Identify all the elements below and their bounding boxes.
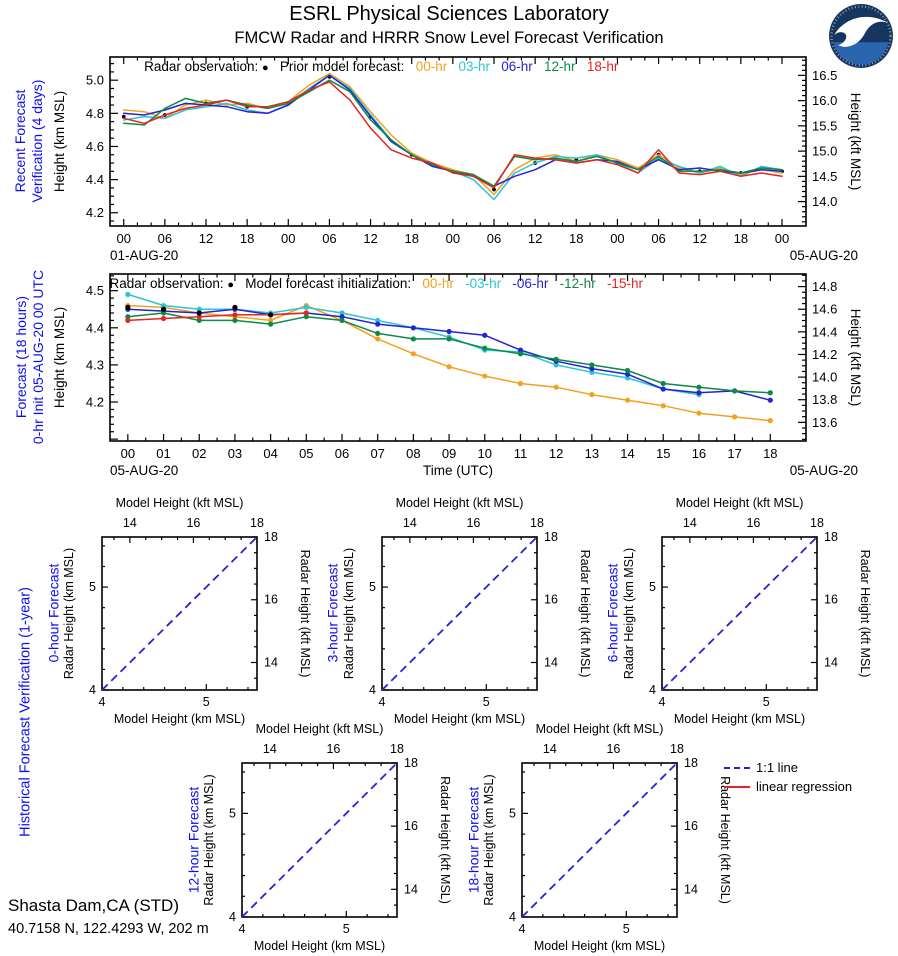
line — [102, 537, 257, 690]
scatter-legend — [724, 760, 852, 794]
kft-tick-label: 14 — [402, 516, 417, 530]
y-tick-label: 4.2 — [85, 394, 104, 410]
scatter-12hr-label: 12-hour Forecast — [185, 786, 202, 894]
kft-tick-label: 14 — [122, 516, 137, 530]
right-axis-title: Radar Height (kft MSL) — [438, 776, 452, 904]
km-tick-label: 4 — [89, 683, 96, 697]
data-point — [232, 312, 237, 317]
x-tick-label: 12 — [527, 231, 543, 246]
x-tick-label: 18 — [733, 231, 749, 246]
left-axis-title: Height (km MSL) — [52, 90, 67, 193]
series-line — [128, 306, 771, 421]
data-point — [304, 310, 309, 315]
bottom-axis-title: Model Height (km MSL) — [393, 712, 526, 726]
page-subtitle: FMCW Radar and HRRR Snow Level Forecast Verification — [234, 29, 664, 47]
km-tick-label: 4 — [98, 695, 106, 709]
scatter-18hr-label: 18-hour Forecast — [465, 786, 482, 894]
data-point — [446, 329, 451, 334]
data-point — [411, 336, 416, 341]
panel1-side-label-line2: Verification (4 days) — [29, 79, 45, 203]
data-point — [768, 390, 773, 395]
data-point — [661, 403, 666, 408]
data-point — [161, 316, 166, 321]
kft-tick-label: 16 — [746, 516, 761, 530]
y-tick-label-right: 15.0 — [812, 143, 838, 159]
data-point — [375, 331, 380, 336]
kft-tick-label: 16 — [606, 742, 621, 756]
km-tick-label: 4 — [509, 910, 516, 924]
y-tick-label-right: 14.5 — [812, 168, 838, 184]
kft-tick-label: 18 — [530, 516, 544, 530]
data-point — [732, 388, 737, 393]
legend-item: 00-hr — [418, 276, 462, 291]
y-tick-label: 5.0 — [85, 72, 104, 88]
panel2-side-label — [13, 270, 47, 444]
series-line — [124, 75, 782, 199]
kft-tick-label: 14 — [824, 655, 838, 670]
bottom-axis-title: Model Height (km MSL) — [253, 939, 386, 953]
km-tick-label: 4 — [229, 910, 236, 924]
kft-tick-label: 18 — [670, 742, 684, 756]
legend-item: 00-hr — [411, 59, 455, 74]
radar-observation-point — [125, 305, 130, 310]
data-point — [768, 398, 773, 403]
legend-item: 12-hr — [540, 59, 584, 74]
data-point — [661, 381, 666, 386]
right-axis-title: Height (kft MSL) — [848, 92, 863, 191]
data-point — [375, 336, 380, 341]
data-point — [411, 325, 416, 330]
x-tick-label: 00 — [120, 446, 136, 461]
right-axis-title: Radar Height (kft MSL) — [718, 776, 732, 904]
data-point — [768, 418, 773, 423]
data-point — [589, 392, 594, 397]
y-tick-label-right: 14.4 — [812, 324, 838, 340]
kft-tick-label: 14 — [542, 742, 557, 756]
date-left: 05-AUG-20 — [110, 463, 179, 478]
legend-item: ● — [261, 62, 269, 74]
x-tick-label: 10 — [477, 446, 493, 461]
top-axis-title: Model Height (kft MSL) — [675, 496, 804, 510]
km-tick-label: 5 — [342, 922, 350, 936]
data-point — [268, 322, 273, 327]
x-tick-label: 06 — [486, 231, 502, 246]
legend-item: 18-hr — [583, 59, 626, 74]
x-tick-label: 04 — [263, 446, 278, 461]
panel-legend — [110, 276, 651, 291]
page-title: ESRL Physical Sciences Laboratory — [289, 3, 609, 25]
x-tick-label: 11 — [513, 446, 528, 461]
km-tick-label: 5 — [482, 695, 490, 709]
scatter-6hr-label: 6-hour Forecast — [604, 563, 621, 663]
km-tick-label: 5 — [369, 580, 376, 595]
data-point — [125, 292, 130, 297]
data-point — [339, 318, 344, 323]
data-point — [732, 414, 737, 419]
line — [522, 763, 677, 917]
radar-observation-point — [232, 305, 237, 310]
left-axis-title: Radar Height (km MSL) — [622, 547, 636, 680]
x-tick-label: 15 — [655, 446, 671, 461]
scatter-12-hour-forecast — [202, 722, 452, 953]
kft-tick-label: 16 — [404, 819, 418, 834]
top-axis-title: Model Height (kft MSL) — [535, 722, 664, 736]
date-left: 01-AUG-20 — [110, 248, 179, 263]
right-axis-title: Radar Height (kft MSL) — [578, 549, 592, 678]
y-tick-label: 4.4 — [85, 320, 104, 336]
x-tick-label: 00 — [281, 231, 296, 246]
x-tick-label: 18 — [404, 231, 419, 246]
panel-recent-verification — [52, 57, 863, 263]
x-tick-label: 01 — [156, 446, 171, 461]
kft-tick-label: 14 — [264, 655, 278, 670]
date-right: 05-AUG-20 — [789, 248, 858, 263]
series-line — [124, 74, 782, 195]
km-tick-label: 4 — [658, 695, 666, 709]
data-point — [482, 346, 487, 351]
left-axis-title: Radar Height (km MSL) — [202, 774, 216, 906]
legend-item: -06-hr — [508, 276, 556, 291]
data-point — [518, 351, 523, 356]
x-tick-label: 07 — [370, 446, 385, 461]
legend-1to1-label: 1:1 line — [756, 760, 798, 775]
x-tick-label: 06 — [322, 231, 337, 246]
data-point — [482, 373, 487, 378]
x-tick-label: 14 — [620, 446, 635, 461]
data-point — [625, 368, 630, 373]
x-tick-label: 00 — [774, 231, 790, 246]
scatter-3-hour-forecast — [342, 496, 592, 726]
scatter-6-hour-forecast — [622, 496, 872, 726]
data-point — [696, 385, 701, 390]
scatter-18-hour-forecast — [482, 722, 732, 953]
kft-tick-label: 16 — [326, 742, 341, 756]
km-tick-label: 5 — [89, 580, 96, 595]
kft-tick-label: 16 — [186, 516, 201, 530]
data-point — [446, 364, 451, 369]
data-point — [482, 333, 487, 338]
series-line — [128, 313, 771, 393]
kft-tick-label: 16 — [544, 592, 558, 607]
panel1-side-label-line1: Recent Forecast — [12, 89, 28, 193]
data-point — [375, 322, 380, 327]
kft-tick-label: 16 — [264, 592, 278, 607]
y-tick-label-right: 13.8 — [812, 392, 838, 408]
radar-observation-point — [268, 312, 273, 317]
km-tick-label: 4 — [649, 683, 656, 697]
x-tick-label: 18 — [763, 446, 778, 461]
bottom-axis-title: Model Height (km MSL) — [113, 712, 246, 726]
data-point — [446, 336, 451, 341]
left-axis-title: Radar Height (km MSL) — [342, 547, 356, 680]
km-tick-label: 5 — [649, 580, 656, 595]
x-tick-label: 00 — [610, 231, 625, 246]
x-tick-label: 16 — [691, 446, 707, 461]
kft-tick-label: 18 — [810, 516, 824, 530]
scatter-0-hour-forecast — [62, 496, 312, 726]
x-tick-label: 18 — [569, 231, 584, 246]
data-point — [696, 411, 701, 416]
left-axis-title: Radar Height (km MSL) — [482, 774, 496, 906]
x-tick-label: 13 — [584, 446, 600, 461]
right-axis-title: Radar Height (kft MSL) — [298, 549, 312, 678]
kft-tick-label: 18 — [404, 756, 418, 770]
y-tick-label: 4.5 — [85, 283, 104, 299]
y-tick-label-right: 15.5 — [812, 118, 838, 134]
station-location: 40.7158 N, 122.4293 W, 202 m — [8, 921, 209, 937]
x-tick-label: 12 — [363, 231, 378, 246]
km-tick-label: 4 — [369, 683, 376, 697]
line — [242, 763, 397, 917]
x-tick-label: 06 — [651, 231, 666, 246]
x-tick-label: 09 — [441, 446, 457, 461]
y-tick-label-right: 14.0 — [812, 369, 838, 385]
kft-tick-label: 16 — [684, 819, 698, 834]
legend-item: -03-hr — [461, 276, 509, 291]
kft-tick-label: 18 — [544, 530, 558, 544]
x-tick-label: 00 — [445, 231, 461, 246]
x-tick-label: 05 — [299, 446, 314, 461]
y-tick-label: 4.8 — [85, 105, 104, 121]
x-axis-title: Time (UTC) — [423, 463, 493, 478]
panel2-side-label-line1: Forecast (18 hours) — [13, 295, 29, 419]
panel2-side-label-line2: 0-hr Init 05-AUG-20 00 UTC — [30, 269, 46, 445]
y-tick-label-right: 16.0 — [812, 93, 838, 109]
kft-tick-label: 14 — [684, 882, 698, 897]
y-tick-label: 4.4 — [85, 172, 104, 188]
x-tick-label: 12 — [548, 446, 564, 461]
line — [382, 537, 537, 690]
panel1-side-label — [12, 80, 46, 203]
kft-tick-label: 14 — [404, 882, 418, 897]
x-tick-label: 02 — [191, 446, 207, 461]
kft-tick-label: 18 — [824, 530, 838, 544]
y-tick-label-right: 14.6 — [812, 301, 838, 317]
kft-tick-label: 16 — [466, 516, 481, 530]
x-tick-label: 12 — [692, 231, 707, 246]
date-right: 05-AUG-20 — [789, 463, 858, 478]
km-tick-label: 4 — [238, 922, 246, 936]
data-point — [554, 357, 559, 362]
km-tick-label: 4 — [518, 922, 526, 936]
top-axis-title: Model Height (kft MSL) — [395, 496, 524, 510]
legend-item: -15-hr — [603, 276, 651, 291]
x-tick-label: 18 — [239, 231, 255, 246]
x-tick-label: 00 — [116, 231, 131, 246]
series-line — [128, 309, 771, 400]
bottom-axis-title: Model Height (km MSL) — [673, 712, 806, 726]
data-point — [232, 318, 237, 323]
radar-observation-point — [197, 310, 202, 315]
plot-frame — [110, 57, 806, 226]
radar-observation-point — [161, 307, 166, 312]
legend-item: Radar observation: — [144, 59, 262, 74]
y-tick-label: 4.3 — [85, 357, 104, 373]
historical-section-label: Historical Forecast Verification (1-year) — [17, 587, 34, 837]
legend-item: Model forecast initialization: — [234, 276, 419, 291]
data-point — [125, 318, 130, 323]
bottom-axis-title: Model Height (km MSL) — [533, 939, 666, 953]
km-tick-label: 5 — [622, 922, 630, 936]
top-axis-title: Model Height (kft MSL) — [115, 496, 244, 510]
series-line — [128, 294, 699, 394]
kft-tick-label: 18 — [684, 756, 698, 770]
scatter-3hr-label: 3-hour Forecast — [324, 563, 341, 663]
kft-tick-label: 18 — [250, 516, 264, 530]
plot-frame — [110, 274, 806, 441]
left-axis-title: Height (km MSL) — [52, 306, 67, 409]
km-tick-label: 5 — [229, 806, 236, 821]
data-point — [518, 381, 523, 386]
km-tick-label: 5 — [202, 695, 210, 709]
km-tick-label: 5 — [762, 695, 770, 709]
x-tick-label: 06 — [157, 231, 173, 246]
data-point — [625, 398, 630, 403]
right-axis-title: Radar Height (kft MSL) — [858, 549, 872, 678]
station-name: Shasta Dam,CA (STD) — [8, 896, 179, 915]
data-point — [411, 351, 416, 356]
data-point — [589, 362, 594, 367]
km-tick-label: 5 — [509, 806, 516, 821]
scatter-0hr-label: 0-hour Forecast — [45, 563, 62, 663]
legend-item: 03-hr — [454, 59, 498, 74]
km-tick-label: 4 — [378, 695, 386, 709]
kft-tick-label: 14 — [544, 655, 558, 670]
data-point — [304, 305, 309, 310]
panel-legend — [144, 59, 626, 74]
y-tick-label-right: 13.6 — [812, 414, 838, 430]
kft-tick-label: 18 — [390, 742, 404, 756]
y-tick-label-right: 16.5 — [812, 67, 838, 83]
right-axis-title: Height (kft MSL) — [848, 308, 863, 407]
legend-item: Radar observation: — [109, 276, 228, 291]
data-point — [696, 390, 701, 395]
top-axis-title: Model Height (kft MSL) — [255, 722, 384, 736]
y-tick-label-right: 14.0 — [812, 194, 838, 210]
legend-item: -12-hr — [555, 276, 604, 291]
x-tick-label: 17 — [727, 446, 742, 461]
data-point — [554, 385, 559, 390]
y-tick-label-right: 14.2 — [812, 346, 838, 362]
left-axis-title: Radar Height (km MSL) — [62, 547, 76, 680]
kft-tick-label: 14 — [682, 516, 697, 530]
legend-item: Prior model forecast: — [268, 59, 412, 74]
legend-item: ● — [227, 279, 235, 291]
x-tick-label: 08 — [406, 446, 421, 461]
kft-tick-label: 14 — [262, 742, 277, 756]
x-tick-label: 03 — [227, 446, 243, 461]
y-tick-label: 4.6 — [85, 138, 104, 154]
kft-tick-label: 16 — [824, 592, 838, 607]
legend-item: 06-hr — [497, 59, 541, 74]
x-tick-label: 12 — [198, 231, 214, 246]
line — [662, 537, 817, 690]
legend-regression-label: linear regression — [756, 779, 853, 794]
kft-tick-label: 18 — [264, 530, 278, 544]
x-tick-label: 06 — [334, 446, 350, 461]
data-point — [661, 386, 666, 391]
y-tick-label-right: 14.8 — [812, 279, 838, 295]
panel-forecast-18h — [52, 274, 863, 478]
y-tick-label: 4.2 — [85, 205, 104, 221]
